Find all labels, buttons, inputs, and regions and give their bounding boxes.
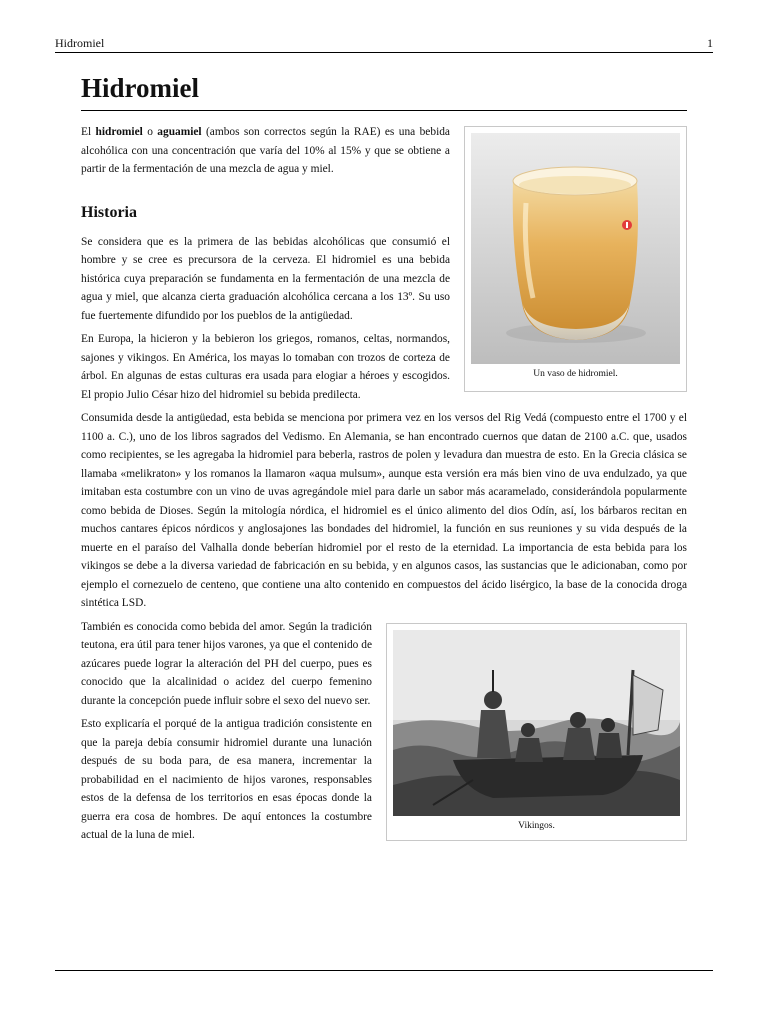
paragraph-3: Consumida desde la antigüedad, esta bebida se menciona por primera vez en los versos del Rig Vedá (compuesto entre el 1700 y el 1100 a. C.), uno de los libros sagrados del Vedismo. En Alemania, se han encontrado cuernos que datan de 2100 a.C. que, usados como recipientes, se les agregaba la hidromiel para beberla, rastros de polen y levadura dan muestra de esto. En la Grecia clásica se llamaba «melikraton» y los romanos la llamaron «aqua mulsum», aunque esta versión era más bien vino de uva endulzado, ya que imitaban esta costumbre con un vino de uvas agregándole miel para darle un sabor más acaramelado, considerándola popularmente como bebida de Dioses. Según la mitología nórdica, el hidromiel es el único alimento del dios Odín, así, los bárbaros recitan en muchos cantares épicos nórdicos y anglosajones las bondades del hidromiel, la función en sus reuniones y su vida después de la muerte en el paraíso del Valhalla donde beberían hidromiel por el resto de la eternidad. La importancia de esta bebida para los vikingos se debe a la diversa variedad de fabricación en su bebida, y en algunos casos, las sustancias que le adicionaban, como por ejemplo el cornezuelo de centeno, que contiene una alto contenido en compuestos del ácido lisérgico, la base de la conocida droga sintética LSD. — [81, 412, 687, 609]
intro-term-hidromiel: hidromiel — [95, 126, 143, 138]
paragraph-4: También es conocida como bebida del amor. Según la tradición teutona, era útil para tener hijos varones, ya que el contenido de azúcares puede lograr la alteración del PH del cuerpo, pues es conocido que la alcalinidad o acidez del cuerpo femenino durante la concepción puede influir sobre el sexo del nuevo ser. — [81, 620, 372, 707]
figure-caption-mead: Un vaso de hidromiel. — [533, 369, 618, 379]
paragraph-1: Se considera que es la primera de las bebidas alcohólicas que consumió el hombre y se cree es precursora de la cerveza. El hidromiel es una bebida histórica cuya preparación se fundamenta en la fermentación de una mezcla de agua y miel, que alcanza cierta graduación alcohólica cercana a los 13º. Su uso fue fuertemente difundido por los pueblos de la antigüedad. — [81, 235, 450, 322]
running-header-title: Hidromiel — [55, 36, 105, 50]
vikings-illustration — [393, 630, 680, 816]
page-number: 1 — [707, 36, 713, 50]
mead-glass-photo — [471, 133, 680, 364]
intro-text-3: (ambos son correctos según la RAE) es una bebida alcohólica con una concentración que varía del 10% al 15% y que se obtiene a partir de la fermentación de una mezcla de agua y miel. — [81, 126, 450, 175]
figure-mead-glass — [464, 126, 687, 392]
article-body — [81, 123, 687, 850]
footer-rule — [55, 970, 713, 971]
intro-text-2: o — [142, 126, 158, 138]
paragraph-5: Esto explicaría el porqué de la antigua tradición consistente en que la pareja debía consumir hidromiel durante una lunación después de su boda para, de esa manera, incrementar la probabilidad en el nacimiento de hijos varones, responsables estos de la defensa de los territorios en esas épocas donde la guerra era cosa de hombres. De aquí entonces la costumbre actual de la luna de miel. — [81, 718, 372, 841]
article-title: Hidromiel — [81, 72, 687, 111]
intro-term-aguamiel: aguamiel — [157, 126, 202, 138]
figure-caption-vikings: Vikingos. — [518, 820, 555, 831]
intro-text-1: El — [81, 126, 96, 138]
running-header — [55, 36, 713, 53]
section-heading-historia: Historia — [81, 203, 137, 221]
figure-vikings — [386, 623, 687, 841]
paragraph-2: En Europa, la hicieron y la bebieron los griegos, romanos, celtas, normandos, sajones y vikingos. En América, los mayas lo tomaban con trozos de corteza de árbol. En algunas de estas culturas era usada para elogiar a héroes y escogidos. El propio Julio César hizo del hidromiel su bebida predilecta. — [81, 333, 450, 401]
